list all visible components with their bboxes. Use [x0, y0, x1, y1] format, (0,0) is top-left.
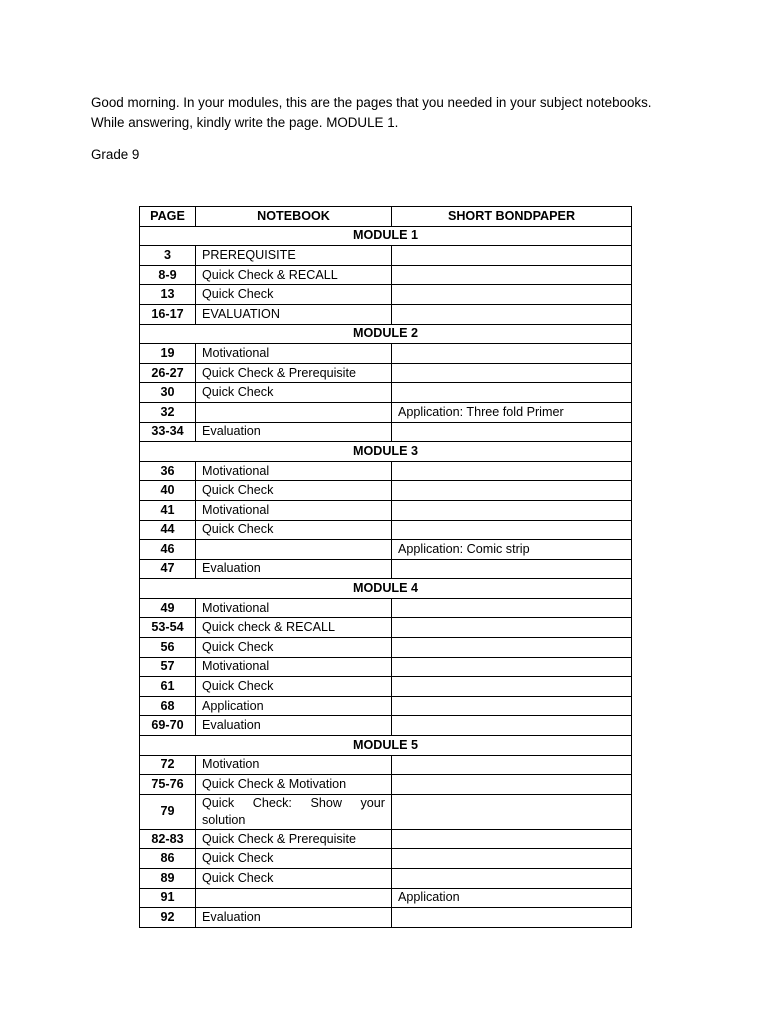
page-number-cell: 33-34: [140, 422, 196, 442]
short-bondpaper-cell: [392, 716, 632, 736]
table-row: [140, 304, 632, 324]
page-number-cell: 26-27: [140, 363, 196, 383]
notebook-cell: Quick check & RECALL: [196, 618, 392, 638]
grade-label: Grade 9: [91, 147, 140, 162]
header-page: PAGE: [140, 207, 196, 227]
table-row: [140, 829, 632, 849]
short-bondpaper-cell: [392, 869, 632, 889]
page-number-cell: 47: [140, 559, 196, 579]
notebook-cell: Quick Check & RECALL: [196, 265, 392, 285]
module-heading-row: [140, 324, 632, 344]
table-row: [140, 422, 632, 442]
page-number-cell: 57: [140, 657, 196, 677]
page-number-cell: 79: [140, 794, 196, 829]
notebook-cell: Quick Check: [196, 520, 392, 540]
module-title: MODULE 3: [140, 442, 632, 462]
short-bondpaper-cell: [392, 598, 632, 618]
table-row: [140, 638, 632, 658]
page-number-cell: 36: [140, 461, 196, 481]
page-number-cell: 91: [140, 888, 196, 908]
table-row: [140, 559, 632, 579]
page-number-cell: 68: [140, 696, 196, 716]
table-row: [140, 775, 632, 795]
notebook-cell: Application: [196, 696, 392, 716]
page-number-cell: 46: [140, 540, 196, 560]
page-number-cell: 40: [140, 481, 196, 501]
page-number-cell: 44: [140, 520, 196, 540]
page-number-cell: 75-76: [140, 775, 196, 795]
short-bondpaper-cell: [392, 849, 632, 869]
header-short-bondpaper: SHORT BONDPAPER: [392, 207, 632, 227]
header-notebook: NOTEBOOK: [196, 207, 392, 227]
short-bondpaper-cell: [392, 618, 632, 638]
short-bondpaper-cell: [392, 775, 632, 795]
page-number-cell: 19: [140, 344, 196, 364]
intro-line-2: While answering, kindly write the page. MODULE 1.: [91, 115, 399, 130]
table-row: [140, 716, 632, 736]
table-row: [140, 657, 632, 677]
table-row: [140, 849, 632, 869]
notebook-cell: Evaluation: [196, 908, 392, 928]
table-row: [140, 696, 632, 716]
page-number-cell: 3: [140, 246, 196, 266]
short-bondpaper-cell: Application: [392, 888, 632, 908]
notebook-cell: Quick Check & Prerequisite: [196, 829, 392, 849]
module-heading-row: [140, 226, 632, 246]
notebook-cell: Quick Check: [196, 383, 392, 403]
module-title: MODULE 4: [140, 579, 632, 599]
notebook-cell: PREREQUISITE: [196, 246, 392, 266]
notebook-cell: Motivational: [196, 461, 392, 481]
short-bondpaper-cell: [392, 246, 632, 266]
table-row: [140, 265, 632, 285]
page-number-cell: 69-70: [140, 716, 196, 736]
table-row: [140, 461, 632, 481]
notebook-cell: Evaluation: [196, 716, 392, 736]
notebook-cell: Evaluation: [196, 559, 392, 579]
page-number-cell: 61: [140, 677, 196, 697]
notebook-cell: Quick Check: [196, 677, 392, 697]
intro-line-1: Good morning. In your modules, this are the pages that you needed in your subject notebooks.: [91, 95, 652, 110]
short-bondpaper-cell: [392, 500, 632, 520]
page-number-cell: 72: [140, 755, 196, 775]
short-bondpaper-cell: [392, 559, 632, 579]
short-bondpaper-cell: [392, 520, 632, 540]
notebook-cell: Quick Check: [196, 285, 392, 305]
notebook-cell: Quick Check: [196, 869, 392, 889]
table-row: [140, 540, 632, 560]
table-row: [140, 500, 632, 520]
short-bondpaper-cell: [392, 265, 632, 285]
page-number-cell: 41: [140, 500, 196, 520]
intro-paragraph: [91, 93, 731, 133]
module-heading-row: [140, 579, 632, 599]
table-row: [140, 363, 632, 383]
module-title: MODULE 5: [140, 736, 632, 756]
table-row: [140, 344, 632, 364]
notebook-cell: EVALUATION: [196, 304, 392, 324]
short-bondpaper-cell: [392, 829, 632, 849]
notebook-cell: Evaluation: [196, 422, 392, 442]
table-row: [140, 598, 632, 618]
short-bondpaper-cell: Application: Comic strip: [392, 540, 632, 560]
short-bondpaper-cell: [392, 908, 632, 928]
table-row: [140, 618, 632, 638]
short-bondpaper-cell: [392, 383, 632, 403]
page-number-cell: 53-54: [140, 618, 196, 638]
page-number-cell: 92: [140, 908, 196, 928]
short-bondpaper-cell: [392, 344, 632, 364]
short-bondpaper-cell: Application: Three fold Primer: [392, 402, 632, 422]
page-number-cell: 56: [140, 638, 196, 658]
notebook-cell: Quick Check & Prerequisite: [196, 363, 392, 383]
table-row: [140, 402, 632, 422]
notebook-cell: Quick Check: [196, 481, 392, 501]
table-row: [140, 246, 632, 266]
table-body: [140, 226, 632, 927]
module-title: MODULE 2: [140, 324, 632, 344]
module-title: MODULE 1: [140, 226, 632, 246]
table-row: [140, 520, 632, 540]
notebook-cell: Motivational: [196, 500, 392, 520]
page-number-cell: 32: [140, 402, 196, 422]
table-row: [140, 383, 632, 403]
notebook-cell: [196, 888, 392, 908]
module-heading-row: [140, 736, 632, 756]
short-bondpaper-cell: [392, 461, 632, 481]
notebook-cell: Quick Check & Motivation: [196, 775, 392, 795]
page-number-cell: 82-83: [140, 829, 196, 849]
table-row: [140, 888, 632, 908]
page-number-cell: 16-17: [140, 304, 196, 324]
notebook-cell: Quick Check: [196, 638, 392, 658]
notebook-cell: Motivational: [196, 657, 392, 677]
module-page-table: [139, 206, 632, 928]
table-row: [140, 481, 632, 501]
table-row: [140, 755, 632, 775]
table-row: [140, 285, 632, 305]
notebook-cell: Motivational: [196, 344, 392, 364]
short-bondpaper-cell: [392, 696, 632, 716]
table-row: [140, 908, 632, 928]
short-bondpaper-cell: [392, 794, 632, 829]
module-heading-row: [140, 442, 632, 462]
table-header-row: [140, 207, 632, 227]
notebook-cell: Quick Check: Show your solution: [196, 794, 392, 829]
notebook-cell: Motivation: [196, 755, 392, 775]
table-row: [140, 869, 632, 889]
notebook-cell: Quick Check: [196, 849, 392, 869]
page-number-cell: 49: [140, 598, 196, 618]
short-bondpaper-cell: [392, 363, 632, 383]
short-bondpaper-cell: [392, 638, 632, 658]
page-number-cell: 13: [140, 285, 196, 305]
short-bondpaper-cell: [392, 657, 632, 677]
notebook-cell: Motivational: [196, 598, 392, 618]
short-bondpaper-cell: [392, 481, 632, 501]
page-number-cell: 8-9: [140, 265, 196, 285]
table-row: [140, 794, 632, 829]
notebook-cell: [196, 540, 392, 560]
page-number-cell: 89: [140, 869, 196, 889]
page-number-cell: 86: [140, 849, 196, 869]
short-bondpaper-cell: [392, 677, 632, 697]
page-number-cell: 30: [140, 383, 196, 403]
short-bondpaper-cell: [392, 422, 632, 442]
short-bondpaper-cell: [392, 304, 632, 324]
table-row: [140, 677, 632, 697]
notebook-cell: [196, 402, 392, 422]
short-bondpaper-cell: [392, 285, 632, 305]
short-bondpaper-cell: [392, 755, 632, 775]
